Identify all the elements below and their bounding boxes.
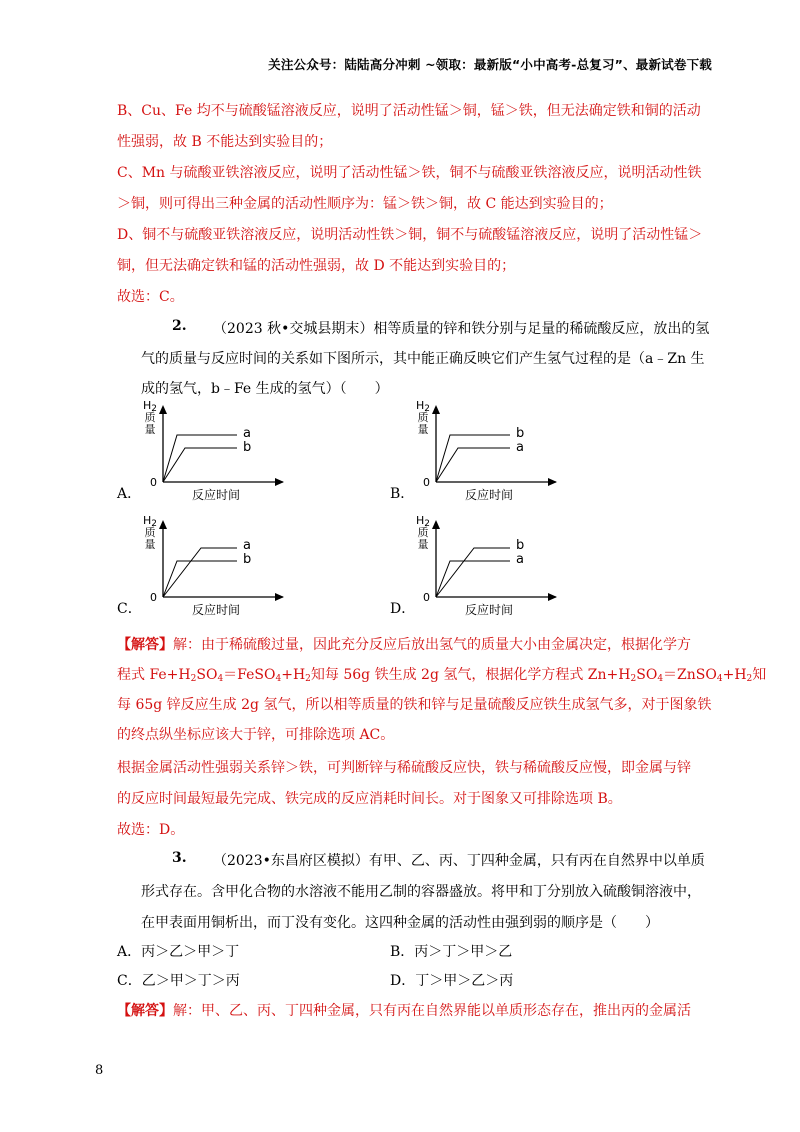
graph-svg xyxy=(147,515,287,605)
origin-label: 0 xyxy=(150,476,157,489)
q2-solution-line1: 【解答】解：由于稀硫酸过量，因此充分反应后放出氢气的质量大小由金属决定，根据化学方 xyxy=(117,637,691,653)
curve-upper-label: b xyxy=(516,538,525,553)
q2-option-label: A． xyxy=(117,486,142,502)
q2-stem-line3: 成的氢气，b﹣Fe 生成的氢气）（ ） xyxy=(141,381,389,397)
origin-label: 0 xyxy=(150,591,157,604)
q3-stem-line2: 形式存在。含甲化合物的水溶液不能用乙制的容器盛放。将甲和丁分别放入硫酸铜溶液中， xyxy=(141,884,701,900)
q2-option-b xyxy=(390,400,550,505)
x-axis-arrow xyxy=(275,593,284,601)
q2-solution-line3: 每 65g 锌反应生成 2g 氢气，所以相等质量的铁和锌与足量硫酸反应铁生成氢气多，对于图象铁 xyxy=(117,697,712,713)
y-axis-title: $H_2$ 质 量 xyxy=(143,514,158,551)
y-axis-arrow xyxy=(159,520,167,529)
y-axis-arrow xyxy=(159,405,167,414)
y-axis-arrow xyxy=(432,405,440,414)
q2-stem-line2: 气的质量与反应时间的关系如下图所示，其中能正确反映它们产生氢气过程的是（a﹣Zn 生 xyxy=(141,351,705,367)
curve-upper-label: a xyxy=(243,426,251,441)
q2-option-a xyxy=(117,400,277,505)
x-axis-arrow xyxy=(275,478,284,486)
x-axis-arrow xyxy=(548,593,557,601)
x-axis-title: 反应时间 xyxy=(465,488,514,502)
x-axis-title: 反应时间 xyxy=(192,488,241,502)
q2-option-label: D． xyxy=(390,601,416,617)
q3-stem-line1: （2023•东昌府区模拟）有甲、乙、丙、丁四种金属，只有丙在自然界中以单质 xyxy=(213,853,705,869)
x-axis-title: 反应时间 xyxy=(465,603,514,617)
q2-solution-line2: 程式 $Fe+H_2SO_4=FeSO_4+H_2$知每 56g 铁生成 2g 氢气，根据化学方程式 $Zn+H_2SO_4=ZnSO_4+H_2$知 xyxy=(117,667,767,684)
curve-lower-label: b xyxy=(243,552,252,567)
curve-upper xyxy=(436,435,510,482)
x-axis-arrow xyxy=(548,478,557,486)
q1-option-b-line2: 性强弱，故 B 不能达到实验目的； xyxy=(117,134,333,150)
curve-upper xyxy=(163,435,237,482)
y-axis-arrow xyxy=(432,520,440,529)
curve-lower-label: a xyxy=(516,440,524,455)
q2-answer: 故选：D。 xyxy=(117,822,185,838)
q2-solution-line6: 的反应时间最短最先完成、铁完成的反应消耗时间长。对于图象又可排除选项 B。 xyxy=(117,791,622,807)
curve-upper-label: b xyxy=(516,426,525,441)
curve-upper xyxy=(436,548,510,597)
curve-lower xyxy=(436,448,510,482)
graph-svg xyxy=(420,400,560,490)
q1-option-d-line1: D、铜不与硫酸亚铁溶液反应，说明活动性铁＞铜，铜不与硫酸锰溶液反应，说明了活动性锰＞ xyxy=(117,227,703,243)
x-axis-title: 反应时间 xyxy=(192,603,241,617)
q2-stem-line1: （2023 秋•交城县期末）相等质量的锌和铁分别与足量的稀硫酸反应，放出的氢 xyxy=(213,321,710,337)
q3-solution-line1: 【解答】解：甲、乙、丙、丁四种金属，只有丙在自然界能以单质形态存在，推出丙的金属活 xyxy=(117,1003,691,1019)
q3-number: 3. xyxy=(172,850,187,866)
y-axis-title: $H_2$ 质 量 xyxy=(416,514,431,551)
q3-option-c: C．乙＞甲＞丁＞丙 xyxy=(117,973,240,989)
graph-svg xyxy=(147,400,287,490)
q2-solution-line5: 根据金属活动性强弱关系锌＞铁，可判断锌与稀硫酸反应快，铁与稀硫酸反应慢，即金属与锌 xyxy=(117,760,691,776)
origin-label: 0 xyxy=(423,476,430,489)
page-header: 关注公众号：陆陆高分冲刺 ~领取：最新版“小中高考-总复习”、最新试卷下载 xyxy=(268,57,712,72)
q3-option-a: A．丙＞乙＞甲＞丁 xyxy=(117,944,240,960)
q3-stem-line3: 在甲表面用铜析出，而丁没有变化。这四种金属的活动性由强到弱的顺序是（ ） xyxy=(141,915,659,931)
curve-lower xyxy=(163,448,237,482)
curve-lower-label: b xyxy=(243,440,252,455)
curve-lower-label: a xyxy=(516,552,524,567)
origin-label: 0 xyxy=(423,591,430,604)
q2-number: 2. xyxy=(172,318,187,334)
curve-upper-label: a xyxy=(243,538,251,553)
q3-option-b: B．丙＞丁＞甲＞乙 xyxy=(390,944,513,960)
q1-option-d-line2: 铜，但无法确定铁和锰的活动性强弱，故 D 不能达到实验目的； xyxy=(117,258,516,274)
curve-lower xyxy=(436,561,510,597)
y-axis-title: $H_2$ 质 量 xyxy=(143,399,158,436)
q2-option-label: C． xyxy=(117,601,142,617)
graph-svg xyxy=(420,515,560,605)
page-number: 8 xyxy=(95,1063,104,1078)
q3-option-d: D．丁＞甲＞乙＞丙 xyxy=(390,973,514,989)
q2-option-c xyxy=(117,515,277,620)
q1-option-c-line2: ＞铜，则可得出三种金属的活动性顺序为：锰＞铁＞铜，故 C 能达到实验目的； xyxy=(117,196,613,212)
q2-option-label: B． xyxy=(390,486,415,502)
q2-option-d xyxy=(390,515,550,620)
q1-option-c-line1: C、Mn 与硫酸亚铁溶液反应，说明了活动性锰＞铁，铜不与硫酸亚铁溶液反应，说明活动性铁 xyxy=(117,165,702,181)
q1-answer: 故选：C。 xyxy=(117,289,184,305)
q3-solution-tag: 【解答】 xyxy=(117,1003,173,1019)
y-axis-title: $H_2$ 质 量 xyxy=(416,399,431,436)
q2-solution-tag: 【解答】 xyxy=(117,637,173,653)
curve-upper xyxy=(163,548,237,597)
q2-solution-line4: 的终点纵坐标应该大于锌，可排除选项 AC。 xyxy=(117,727,395,743)
q1-option-b-line1: B、Cu、Fe 均不与硫酸锰溶液反应，说明了活动性锰＞铜，锰＞铁，但无法确定铁和铜的活动 xyxy=(117,103,701,119)
curve-lower xyxy=(163,561,237,597)
